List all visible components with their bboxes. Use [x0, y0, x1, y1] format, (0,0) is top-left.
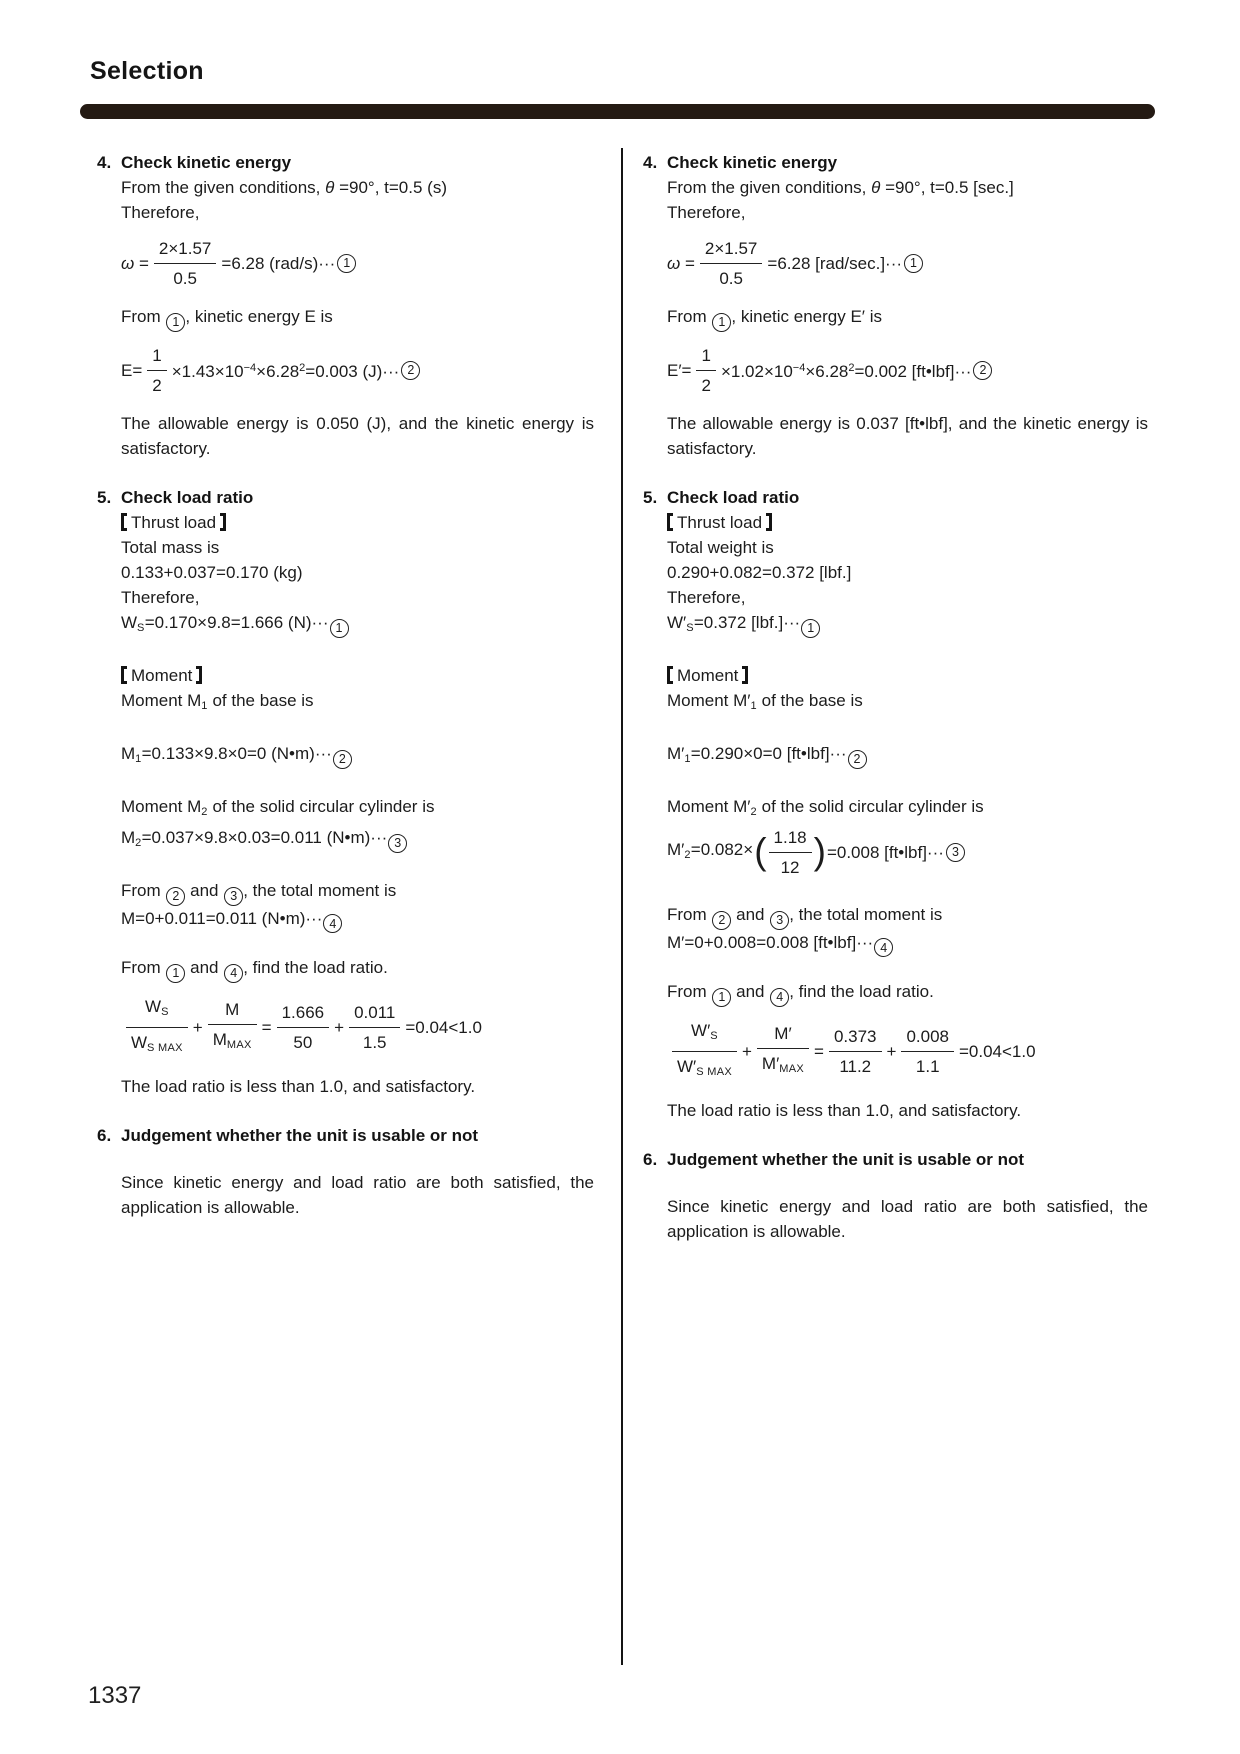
equals: =: [680, 254, 695, 273]
text: =0.003 (J)···: [305, 362, 400, 382]
fraction-denominator: 1.5: [362, 1033, 387, 1052]
circled-ref: 2: [166, 887, 185, 906]
lenticular-bracket-left-icon: [121, 513, 127, 531]
text: =0.170×9.8=1.666 (N)···: [144, 612, 329, 632]
symbol-base: M′: [667, 839, 685, 859]
symbol-base: W: [145, 997, 162, 1016]
theta-symbol: θ: [325, 178, 335, 197]
equation-result: =0.04<1.0: [405, 1018, 482, 1037]
circled-ref: 1: [330, 619, 349, 638]
text: and: [185, 958, 224, 978]
text: =90°, t=0.5 [sec.]: [880, 178, 1014, 197]
section-title: Check load ratio: [667, 487, 800, 507]
omega-equation: [667, 236, 1148, 291]
text: of the base is: [207, 690, 314, 710]
allowable-energy-note: The allowable energy is 0.050 (J), and the kinetic energy is satisfactory.: [121, 413, 594, 458]
text: ×1.43×10: [171, 362, 244, 382]
section-title: Check kinetic energy: [121, 153, 292, 172]
symbol-subscript: S: [686, 621, 694, 634]
symbol-base: M: [212, 1030, 227, 1049]
text: =0.002 [ft•lbf]···: [854, 362, 972, 382]
fraction-numerator: 0.008: [901, 1024, 954, 1052]
plus-operator: +: [886, 1042, 897, 1061]
exponent: −4: [792, 362, 806, 375]
section-number: 5.: [643, 487, 658, 507]
moment-label: [667, 663, 1148, 688]
bracket-label: Moment: [131, 665, 193, 685]
left-paren: (: [754, 831, 767, 873]
circled-ref: 4: [874, 938, 893, 957]
section-5-heading: [97, 485, 594, 510]
fraction-numerator: [126, 994, 188, 1028]
lenticular-bracket-right-icon: [742, 666, 748, 684]
from-line: [667, 979, 1148, 1007]
circled-ref: 2: [973, 361, 992, 380]
text: of the solid circular cylinder is: [207, 796, 435, 816]
fraction: [147, 343, 166, 398]
plus-operator: +: [334, 1018, 345, 1037]
circled-ref: 3: [946, 843, 965, 862]
omega-symbol: ω: [121, 254, 135, 273]
circled-ref: 4: [323, 914, 342, 933]
load-ratio-note: The load ratio is less than 1.0, and satisfactory.: [667, 1101, 1022, 1120]
section-number: 4.: [97, 153, 112, 172]
symbol-subscript: 2: [684, 848, 691, 861]
load-ratio-equation: [667, 1018, 1148, 1085]
energy-equation: [667, 343, 1148, 398]
fraction: [829, 1024, 882, 1079]
total-moment-line: [667, 930, 1148, 958]
bracket-label: Thrust load: [677, 512, 763, 532]
circled-ref: 2: [848, 750, 867, 769]
symbol-subscript: 2: [201, 805, 208, 818]
ws-equation-line: [121, 610, 594, 641]
equation-lhs: [121, 251, 149, 276]
text: and: [185, 880, 224, 900]
total-moment-line: [121, 906, 594, 934]
text: Moment M: [121, 796, 202, 816]
text: ×6.28: [256, 362, 300, 382]
from-line: [121, 878, 594, 906]
text: From: [121, 958, 166, 978]
text: , kinetic energy E is: [185, 307, 333, 326]
text: From: [121, 880, 166, 900]
thrust-load-label: [121, 510, 594, 535]
fraction-denominator: 2: [701, 375, 711, 395]
moment-label: [121, 663, 594, 688]
section-number: 5.: [97, 487, 112, 507]
fraction: [757, 1021, 809, 1082]
text: =90°, t=0.5 (s): [334, 178, 447, 197]
circled-ref: 2: [401, 361, 420, 380]
equation-lhs: [667, 837, 753, 868]
ws-equation-line: [667, 610, 1148, 641]
section-5-body: [121, 510, 594, 1099]
bracket-label: Thrust load: [131, 512, 217, 532]
equation-result: =0.008 [ft•lbf]···: [826, 842, 944, 862]
symbol-subscript: S: [137, 621, 145, 634]
fraction-numerator: 0.011: [349, 1000, 400, 1028]
judgement-note: Since kinetic energy and load ratio are both satisfied, the application is allowable.: [121, 1173, 594, 1217]
text: ×6.28: [805, 362, 849, 382]
total-weight-line: Total weight is: [667, 537, 774, 557]
text: =0.037×9.8×0.03=0.011 (N•m)···: [141, 827, 388, 847]
section-number: 6.: [643, 1150, 658, 1169]
equation-result: =6.28 [rad/sec.]···: [767, 254, 903, 273]
fraction-numerator: [672, 1018, 737, 1052]
text: , kinetic energy E′ is: [731, 307, 882, 326]
section-6-heading: [97, 1123, 594, 1148]
fraction-denominator: 0.5: [719, 269, 743, 288]
fraction: [672, 1018, 737, 1085]
m1-intro-line: [121, 688, 594, 719]
text: of the base is: [756, 690, 863, 710]
section-title: Judgement whether the unit is usable or not: [667, 1150, 1025, 1169]
lenticular-bracket-left-icon: [121, 666, 127, 684]
fraction-denominator: 0.5: [173, 269, 197, 288]
m1-equation-line: [667, 741, 1148, 772]
section-4-heading: [97, 150, 594, 175]
m2-equation-line: [121, 825, 594, 856]
text: From: [667, 307, 712, 326]
symbol-subscript: 2: [135, 836, 142, 849]
symbol-subscript: S MAX: [147, 1042, 183, 1054]
fraction-numerator: [208, 997, 257, 1025]
energy-equation: [121, 343, 594, 398]
m2-intro-line: [121, 794, 594, 825]
circled-ref: 1: [166, 964, 185, 983]
judgement-note: Since kinetic energy and load ratio are both satisfied, the application is allowable.: [667, 1197, 1148, 1241]
equation-result: [721, 356, 972, 384]
plus-operator: +: [741, 1042, 752, 1061]
equation-lhs: E′=: [667, 360, 692, 380]
from-line: [667, 304, 1148, 332]
text: =0.372 [lbf.]···: [693, 612, 801, 632]
fraction: [696, 343, 715, 398]
omega-symbol: ω: [667, 254, 681, 273]
text: From: [667, 904, 712, 924]
text: , the total moment is: [789, 904, 943, 924]
text: =0.082×: [690, 839, 754, 859]
right-paren: ): [813, 831, 826, 873]
text: From the given conditions,: [121, 178, 326, 197]
text: From: [121, 307, 166, 326]
equation-lhs: E=: [121, 360, 143, 380]
fraction-denominator: [672, 1052, 737, 1085]
from-line: [667, 902, 1148, 930]
m2-intro-line: [667, 794, 1148, 825]
text: , find the load ratio.: [789, 982, 934, 1002]
symbol-subscript: 1: [201, 699, 208, 712]
symbol-subscript: 1: [684, 752, 691, 765]
thrust-load-label: [667, 510, 1148, 535]
circled-ref: 4: [224, 964, 243, 983]
therefore-line: Therefore,: [667, 587, 746, 607]
exponent: 2: [299, 362, 306, 375]
fraction-numerator: 1.18: [769, 825, 812, 853]
symbol-base: M: [225, 1000, 240, 1019]
text: Moment M: [121, 690, 202, 710]
text: ×1.02×10: [720, 362, 793, 382]
text: =0.133×9.8×0=0 (N•m)···: [141, 743, 332, 763]
section-6-body: [121, 1170, 594, 1220]
left-column: [97, 150, 594, 1220]
text: M=0+0.011=0.011 (N•m)···: [121, 908, 323, 928]
equals: =: [134, 254, 149, 273]
equation-result: =0.04<1.0: [958, 1042, 1036, 1061]
fraction-numerator: 2×1.57: [700, 236, 762, 264]
symbol-base: W′: [691, 1021, 711, 1040]
section-5-heading: [643, 485, 1148, 510]
symbol-base: W′: [677, 1057, 697, 1076]
fraction-denominator: 12: [780, 857, 800, 877]
symbol-subscript: S MAX: [696, 1066, 732, 1078]
fraction-numerator: 0.373: [829, 1024, 882, 1052]
conditions-line: [667, 175, 1148, 200]
symbol-subscript: 1: [135, 752, 142, 765]
section-number: 4.: [643, 153, 658, 172]
fraction: [277, 1000, 330, 1055]
m1-intro-line: [667, 688, 1148, 719]
equals-operator: =: [261, 1018, 272, 1037]
symbol-subscript: 1: [750, 699, 757, 712]
symbol-subscript: 2: [750, 805, 757, 818]
section-6-body: [667, 1194, 1148, 1244]
text: From: [667, 982, 712, 1002]
text: , find the load ratio.: [243, 958, 388, 978]
fraction: [126, 994, 188, 1061]
text: Moment M′: [667, 796, 751, 816]
lenticular-bracket-right-icon: [766, 513, 772, 531]
fraction-denominator: 11.2: [839, 1057, 872, 1076]
text: , the total moment is: [243, 880, 397, 900]
fraction-denominator: 2: [152, 375, 162, 395]
circled-ref: 1: [337, 254, 356, 273]
from-line: [121, 955, 594, 983]
section-5-body: [667, 510, 1148, 1123]
symbol-base: M′: [774, 1024, 792, 1043]
circled-ref: 1: [166, 313, 185, 332]
text: and: [731, 982, 770, 1002]
section-number: 6.: [97, 1126, 112, 1145]
fraction-numerator: 1: [696, 343, 715, 371]
text: From the given conditions,: [667, 178, 872, 197]
fraction-numerator: 1: [147, 343, 166, 371]
fraction-denominator: 1.1: [915, 1057, 940, 1076]
symbol-subscript: S: [710, 1030, 718, 1042]
text: of the solid circular cylinder is: [756, 796, 984, 816]
symbol-base: M: [121, 827, 136, 847]
circled-ref: 2: [333, 750, 352, 769]
equation-result: =6.28 (rad/s)···: [221, 254, 336, 273]
circled-ref: 1: [712, 988, 731, 1007]
text: Moment M′: [667, 690, 751, 710]
text: =0.290×0=0 [ft•lbf]···: [690, 743, 847, 763]
therefore-line: Therefore,: [121, 203, 200, 222]
fraction: [349, 1000, 400, 1055]
m1-equation-line: [121, 741, 594, 772]
exponent: 2: [848, 362, 855, 375]
symbol-base: M: [121, 743, 136, 763]
lenticular-bracket-left-icon: [667, 666, 673, 684]
fraction-denominator: 50: [293, 1033, 313, 1052]
circled-ref: 4: [770, 988, 789, 1007]
equation-result: [172, 356, 400, 384]
lenticular-bracket-right-icon: [196, 666, 202, 684]
fraction: [901, 1024, 954, 1079]
theta-symbol: θ: [871, 178, 881, 197]
symbol-base: W: [121, 612, 138, 632]
column-divider: [621, 148, 623, 1665]
plus-operator: +: [192, 1018, 203, 1037]
right-column: [643, 150, 1148, 1244]
symbol-subscript: MAX: [779, 1063, 805, 1075]
lenticular-bracket-right-icon: [220, 513, 226, 531]
circled-ref: 1: [904, 254, 923, 273]
symbol-base: M′: [667, 743, 685, 763]
text: and: [731, 904, 770, 924]
symbol-base: W: [131, 1033, 148, 1052]
text: M′=0+0.008=0.008 [ft•lbf]···: [667, 932, 874, 952]
lenticular-bracket-left-icon: [667, 513, 673, 531]
equals-operator: =: [814, 1042, 824, 1061]
symbol-subscript: MAX: [226, 1039, 252, 1051]
exponent: −4: [243, 362, 257, 375]
fraction-numerator: 2×1.57: [154, 236, 216, 264]
sum-line: 0.133+0.037=0.170 (kg): [121, 562, 303, 582]
conditions-line: [121, 175, 594, 200]
fraction-denominator: [126, 1028, 188, 1061]
therefore-line: Therefore,: [121, 587, 200, 607]
equation-lhs: [667, 251, 695, 276]
section-title: Check kinetic energy: [667, 153, 838, 172]
allowable-energy-note: The allowable energy is 0.037 [ft•lbf], and the kinetic energy is satisfactory.: [667, 413, 1148, 458]
header-rule: [80, 104, 1155, 119]
fraction-numerator: [757, 1021, 809, 1049]
circled-ref: 3: [770, 911, 789, 930]
circled-ref: 3: [224, 887, 243, 906]
circled-ref: 1: [801, 619, 820, 638]
total-mass-line: Total mass is: [121, 537, 220, 557]
circled-ref: 2: [712, 911, 731, 930]
symbol-base: W′: [667, 612, 687, 632]
section-4-body: [667, 175, 1148, 461]
fraction-denominator: [208, 1025, 257, 1058]
fraction-numerator: 1.666: [277, 1000, 330, 1028]
section-title: Judgement whether the unit is usable or not: [121, 1126, 479, 1145]
circled-ref: 1: [712, 313, 731, 332]
omega-equation: [121, 236, 594, 291]
section-title: Check load ratio: [121, 487, 254, 507]
bracket-label: Moment: [677, 665, 739, 685]
section-4-heading: [643, 150, 1148, 175]
section-6-heading: [643, 1147, 1148, 1172]
from-line: [121, 304, 594, 332]
load-ratio-equation: [121, 994, 594, 1061]
sum-line: 0.290+0.082=0.372 [lbf.]: [667, 562, 852, 582]
fraction-denominator: [757, 1049, 809, 1082]
page-title: Selection: [90, 57, 204, 85]
load-ratio-note: The load ratio is less than 1.0, and satisfactory.: [121, 1077, 476, 1096]
circled-ref: 3: [388, 834, 407, 853]
symbol-base: M′: [761, 1054, 780, 1073]
fraction: [700, 236, 762, 291]
section-4-body: [121, 175, 594, 461]
therefore-line: Therefore,: [667, 203, 746, 222]
m2-equation: [667, 825, 1148, 880]
page-number: 1337: [88, 1682, 142, 1709]
fraction: [208, 997, 257, 1058]
fraction: [769, 825, 812, 880]
fraction: [154, 236, 216, 291]
symbol-subscript: S: [161, 1006, 169, 1018]
